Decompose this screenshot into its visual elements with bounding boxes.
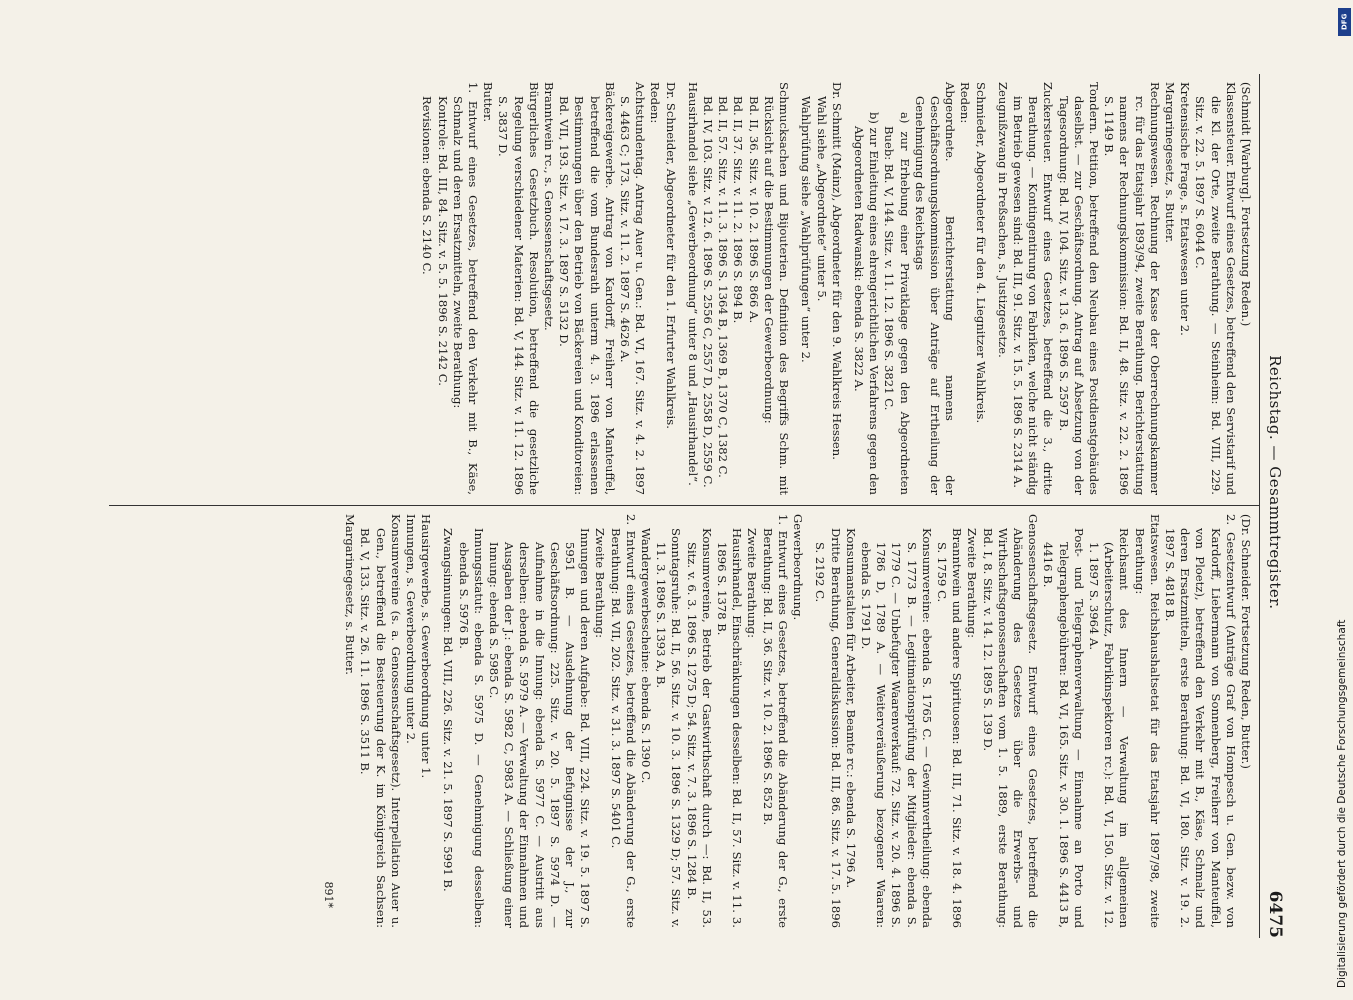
dfg-logo: DFG [1338, 8, 1351, 36]
index-entry: Hausirhandel siehe „Gewerbeordnung“ unter 8 und „Hausirhandel“. [685, 82, 700, 486]
index-entry: Gewerbeordnung. [791, 514, 806, 621]
index-entry: Reden: [958, 82, 973, 124]
index-entry: Rechnungswesen. Rechnung der Kasse der Oberrechnungskammer rc. für das Etatsjahr 1893/94, zweite Berathung. Berichterstattung namens der Rechnungskommission: Bd. II, 48. Sitz. v. 22. 2. 1896 S. 1149 B. [1102, 82, 1162, 495]
signature-mark: 891* [322, 881, 336, 908]
index-entry: Konsumanstalten für Arbeiter, Beamte rc.: ebenda S. 1796 A. [843, 528, 858, 889]
index-entry: Dr. Schneider, Abgeordneter für den 1. Erfurter Wahlkreis. [663, 82, 678, 429]
index-entry: Margarinegesetz, s. Butter. [343, 514, 358, 675]
index-entry: Konsumvereine (s. a. Genossenschaftsgesetz). Interpellation Auer u. Gen., betreffend die Besteuerung der K. im Königreich Sachsen: Bd. V, 133. Sitz. v. 26. 11. 1896 S. 3511 B. [358, 514, 403, 928]
index-entry: Zweite Berathung: [965, 528, 980, 638]
left-column [109, 74, 1259, 506]
index-entry: Hausirhandel, Einschränkungen desselben: Bd. II, 57. Sitz. v. 11. 3. 1896 S. 1378 B. [715, 528, 745, 928]
index-entry: Margarinegesetz, s. Butter. [1162, 82, 1177, 243]
index-entry: Bürgerliches Gesetzbuch. Resolution, betreffend die gesetzliche Regelung verschiedener Materien: Bd. V, 144. Sitz. v. 11. 12. 1896 S. 3837 D. [496, 82, 541, 495]
index-entry: Innungen, s. Gewerbeordnung unter 2. [404, 514, 419, 744]
index-entry: Kretensische Frage, s. Etatswesen unter 2. [1178, 82, 1193, 336]
index-entry: Bäckereigewerbe. Antrag von Kardorff, Freiherr von Manteuffel, betreffend die vom Bundesrath unterm 4. 3. 1896 erlassenen Bestimmungen über den Betrieb von Bäckereien und Konditoreien: Bd. VII, 193. Sitz. v. 17. 3. 1897 S. 5132 D. [557, 82, 617, 495]
index-entry: Zweite Berathung: [745, 528, 760, 638]
index-entry: Bd. II, 36. Sitz. v. 10. 2. 1896 S. 866 A. [746, 96, 761, 324]
index-entry: Zweite Berathung: [593, 528, 608, 638]
index-entry: a) zur Erhebung einer Privatklage gegen den Abgeordneten Bueb: Bd. V, 144. Sitz. v. 11. 12. 1896 S. 3821 C. [882, 112, 912, 495]
index-entry: Innungsstatut: ebenda S. 5975 D. — Genehmigung desselben: ebenda S. 5976 B. [456, 528, 486, 928]
digitization-note: Digitalisierung gefördert durch die Deutsche Forschungsgemeinschaft [1336, 619, 1348, 988]
index-entry: Reichsamt des Innern — Verwaltung im allgemeinen (Arbeiterschutz, Fabrikinspektoren rc.): Bd. VI, 150. Sitz. v. 12. 1. 1897 S. 3964 A. [1086, 528, 1132, 928]
index-entry: Wahl siehe „Abgeordnete“ unter 5. [814, 96, 829, 302]
index-entry: Bd. IV, 103. Sitz. v. 12. 6. 1896 S. 2556 C, 2557 D, 2558 D, 2559 C. [701, 96, 716, 488]
index-entry: Etatswesen. Reichshaushaltsetat für das Etatsjahr 1897/98, zweite Berathung: [1132, 514, 1162, 928]
index-entry: Revisionen: ebenda S. 2140 C. [420, 96, 435, 275]
index-entry: Konsumvereine, Betrieb der Gastwirthschaft durch —: Bd. II, 53. Sitz. v. 6. 3. 1896 S. 1275 D; 54. Sitz. v. 7. 3. 1896 S. 1284 B. [684, 528, 714, 928]
index-entry: Hausirgewerbe, s. Gewerbeordnung unter 1. [419, 514, 434, 779]
index-entry: 2. Entwurf eines Gesetzes, betreffend die Abänderung der G., erste Berathung: Bd. VII, 202. Sitz. v. 31. 3. 1897 S. 5401 C. [608, 514, 638, 928]
index-entry: Zwangsinnungen: Bd. VIII, 226. Sitz. v. 21. 5. 1897 S. 5991 B. [441, 528, 456, 892]
index-entry: (Dr. Schneider. Fortsetzung Reden, Butter.) [1239, 514, 1253, 769]
page-number: 6475 [1265, 890, 1285, 938]
index-entry: Wandergewerbescheine: ebenda S. 1390 C. [639, 528, 654, 784]
index-entry: Post- und Telegraphenverwaltung — Einnahme an Porto und Telegraphengebühren: Bd. VI, 165. Sitz. v. 30. 1. 1896 S. 4413 B, 4416 B. [1041, 528, 1086, 928]
index-entry: Innungen und deren Aufgabe: Bd. VIII, 224. Sitz. v. 19. 5. 1897 S. 5951 B. — Ausdehnung der Befugnisse der J., zur Geschäftsordnung: 225. Sitz. v. 20. 5. 1897 S. 5974 D. — Aufnahme in die Innung: ebenda S. 5977 C. — Austritt aus derselben: ebenda S. 5979 A. — Verwaltung der Einnahmen und Ausgaben der J.: ebenda S. 5982 C, 5983 A. — Schließung einer Innung: ebenda S. 5985 C. [487, 528, 593, 928]
index-entry: (Schmidt [Warburg]. Fortsetzung Reden.) [1239, 82, 1253, 327]
running-title: Reichstag. — Gesammtregister. [1266, 355, 1284, 610]
index-entry: 1. Entwurf eines Gesetzes, betreffend den Verkehr mit B., Käse, Schmalz und deren Ersatzmitteln, zweite Berathung: [450, 82, 481, 495]
index-entry: Dr. Schmitt (Mainz), Abgeordneter für den 9. Wahlkreis Hessen. [829, 82, 844, 460]
index-entry: Zeugnißzwang in Preßsachen, s. Justizgesetze. [995, 82, 1010, 358]
two-column-body [109, 74, 1260, 938]
index-entry: Bd. II, 57. Sitz. v. 11. 3. 1896 S. 1364 B, 1369 B, 1370 C, 1382 C. [716, 96, 731, 478]
index-entry: Reden: [648, 82, 663, 124]
index-entry: Kontrole: Bd. III, 84. Sitz. v. 5. 5. 1896 S. 2142 C. [435, 96, 450, 386]
index-entry: Genossenschaftsgesetz. Entwurf eines Gesetzes, betreffend die Abänderung des Gesetzes über die Erwerbs- und Wirthschaftsgenossenschaften vom 1. 5. 1889, erste Berathung: Bd. I, 8. Sitz. v. 14. 12. 1895 S. 139 D. [980, 514, 1041, 928]
index-entry: Wahlprüfung siehe „Wahlprüfungen“ unter 2. [799, 96, 814, 363]
index-entry: Konsumvereine: ebenda S. 1765 C. — Gewinnvertheilung: ebenda S. 1773 B. — Legitimationsprüfung der Mitglieder: ebenda S. 1779 C. — Unbefugter Waarenverkauf: 72. Sitz. v. 20. 4. 1896 S. 1786 D, 1789 A. — Weiterveräußerung bezogener Waaren: ebenda S. 1791 D. [858, 528, 934, 928]
index-entry: Schmucksachen und Bijouterien. Definition des Begriffs Schm. mit Rücksicht auf die Bestimmungen der Gewerbeordnung: [761, 82, 792, 495]
index-entry: Branntwein rc., s. Genossenschaftsgesetz. [542, 82, 557, 331]
page-header [1260, 74, 1290, 938]
right-column [109, 506, 1259, 938]
index-entry: Sonntagsruhe: Bd. II, 56. Sitz. v. 10. 3. 1896 S. 1329 D; 57. Sitz. v. 11. 3. 1896 S. 1393 A, B. [654, 528, 684, 928]
index-entry: Klassensteuer. Entwurf eines Gesetzes, betreffend den Servistarif und die Kl. der Orte, zweite Berathung. — Steinheim: Bd. VIII, 229. Sitz. v. 22. 5. 1897 S. 6044 C. [1193, 82, 1238, 496]
index-entry: Tondern. Petition, betreffend den Neubau eines Postdienstgebäudes daselbst. — zur Geschäftsordnung. Antrag auf Absetzung von der Tagesordnung: Bd. IV, 104. Sitz. v. 13. 6. 1896 S. 2597 B. [1056, 82, 1101, 495]
index-entry: Branntwein und andere Spirituosen: Bd. III, 71. Sitz. v. 18. 4. 1896 S. 1759 C. [934, 528, 965, 928]
index-entry: 1. Entwurf eines Gesetzes, betreffend die Abänderung der G., erste Berathung: Bd. II, 36. Sitz. v. 10. 2. 1896 S. 852 B. [760, 514, 790, 928]
index-entry: 2. Gesetzentwurf (Anträge Graf von Hompesch u. Gen. bezw. von Kardorff, Liebermann von Sonnenberg, Freiherr von Manteuffel, von Ploetz), betreffend den Verkehr mit B., Käse, Schmalz und deren Ersatzmitteln, erste Berathung: Bd. VI, 180. Sitz. v. 19. 2. 1897 S. 4818 B. [1162, 514, 1238, 928]
index-entry: Abgeordnete. Berichterstattung namens der Geschäftsordnungskommission über Anträge auf Ertheilung der Genehmigung des Reichstags [912, 82, 958, 495]
index-entry: Butter. [481, 82, 496, 123]
index-entry: b) zur Einleitung eines ehrengerichtlichen Verfahrens gegen den Abgeordneten Radwanski: ebenda S. 3822 A. [851, 112, 882, 495]
index-entry: Achtstundentag. Antrag Auer u. Gen.: Bd. VI, 167. Sitz. v. 4. 2. 1897 S. 4463 C; 173. Sitz. v. 11. 2. 1897 S. 4626 A. [618, 82, 648, 495]
digitization-sidebar [1334, 10, 1353, 990]
index-entry: Schmieder, Abgeordneter für den 4. Liegnitzer Wahlkreis. [973, 82, 988, 424]
rotated-page [76, 66, 1296, 946]
index-entry: Bd. II, 37. Sitz. v. 11. 2. 1896 S. 894 B. [731, 96, 746, 324]
index-entry: Zuckersteuer. Entwurf eines Gesetzes, betreffend die 3., dritte Berathung. — Kontingentirung von Fabriken, welche nicht ständig im Betrieb gewesen sind: Bd. III, 91. Sitz. v. 15. 5. 1896 S. 2314 A. [1010, 82, 1056, 495]
index-entry: Dritte Berathung, Generaldiskussion: Bd. III, 86. Sitz. v. 17. 5. 1896 S. 2192 C. [813, 528, 843, 928]
